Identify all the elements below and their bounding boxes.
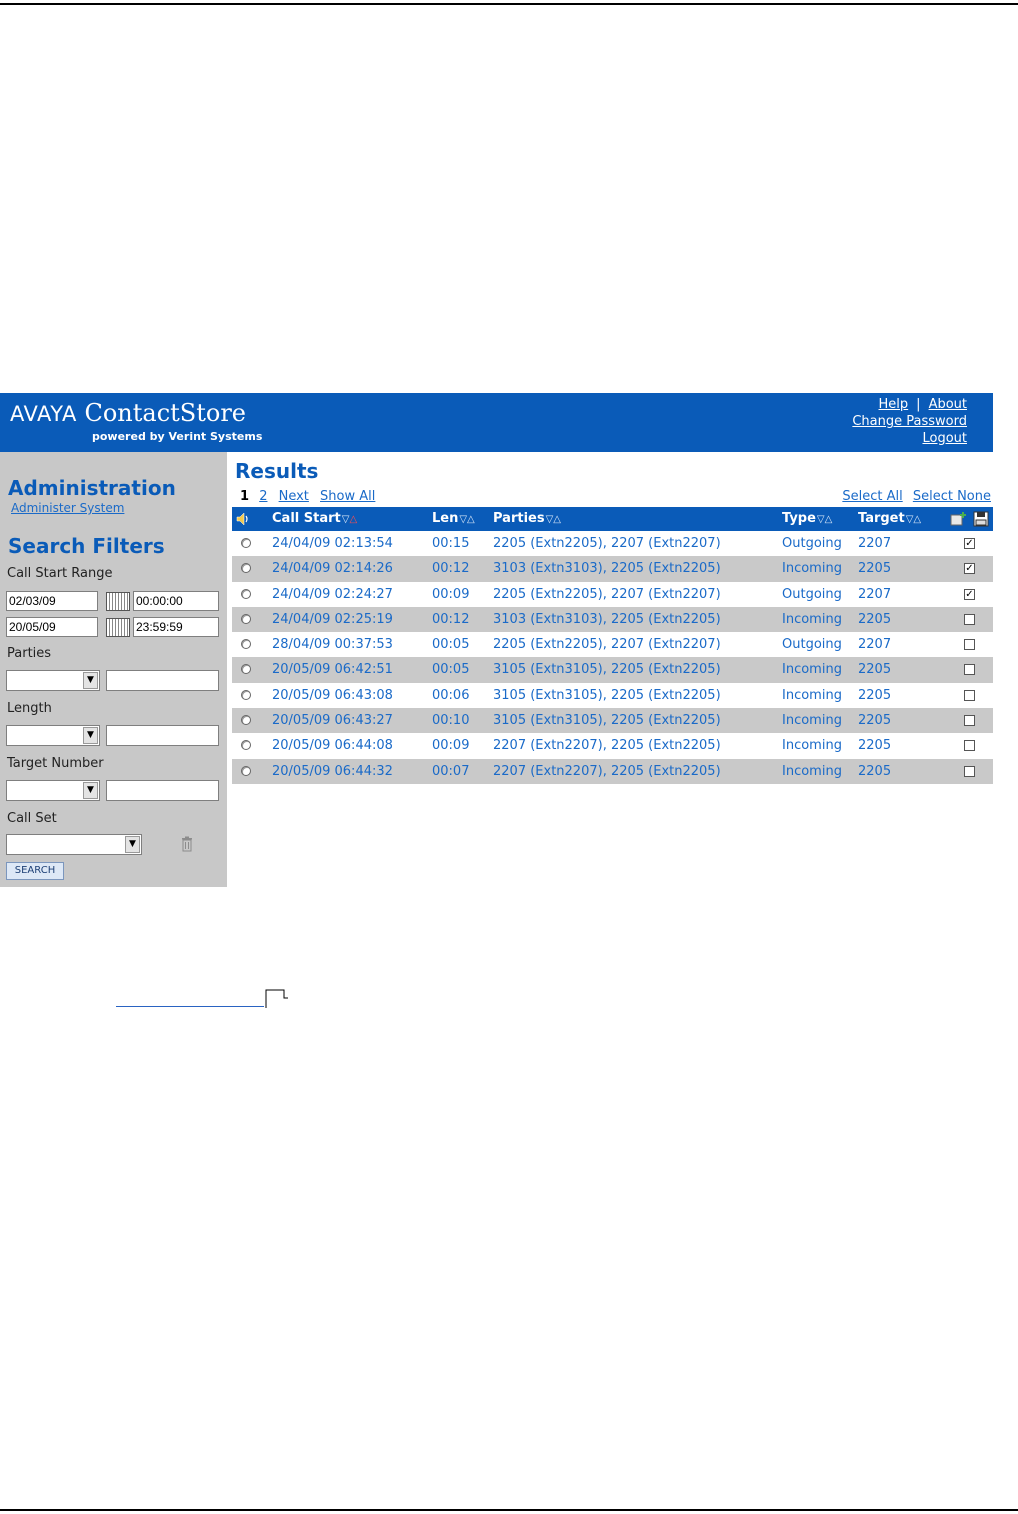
logo <box>10 399 263 443</box>
cell-len[interactable]: 00:09 <box>432 738 470 754</box>
cell-type[interactable]: Incoming <box>782 662 842 678</box>
play-radio[interactable] <box>241 639 251 649</box>
cell-len[interactable]: 00:09 <box>432 586 470 602</box>
chevron-down-icon: ▼ <box>125 836 140 853</box>
table-row[interactable] <box>232 759 993 784</box>
search-button[interactable]: SEARCH <box>6 862 64 880</box>
start-time-input[interactable] <box>133 591 219 611</box>
parties-operator-select[interactable] <box>6 670 100 691</box>
pagination <box>240 489 382 504</box>
play-radio[interactable] <box>241 690 251 700</box>
cell-type[interactable]: Incoming <box>782 713 842 729</box>
cell-len[interactable]: 00:05 <box>432 637 470 653</box>
column-call-start[interactable]: Call Start▽△ <box>272 511 358 526</box>
length-label: Length <box>7 701 52 716</box>
cell-parties[interactable]: 2207 (Extn2207), 2205 (Extn2205) <box>493 763 721 779</box>
parties-label: Parties <box>7 646 52 661</box>
change-password-link[interactable]: Change Password <box>852 414 967 429</box>
select-all-link[interactable]: Select All <box>842 489 903 504</box>
row-checkbox[interactable]: ✓ <box>965 588 974 600</box>
table-row[interactable] <box>232 632 993 657</box>
row-checkbox[interactable] <box>964 614 975 625</box>
sort-arrows-icon[interactable]: ▽△ <box>545 514 561 525</box>
cell-parties[interactable]: 2205 (Extn2205), 2207 (Extn2207) <box>493 586 721 602</box>
cell-call-start[interactable]: 24/04/09 02:24:27 <box>272 586 393 602</box>
calendar-icon[interactable] <box>106 618 130 637</box>
target-number-label: Target Number <box>7 756 104 771</box>
play-radio[interactable] <box>241 766 251 776</box>
header-actions <box>950 511 989 527</box>
table-row[interactable] <box>232 683 993 708</box>
target-number-operator-select[interactable] <box>6 780 100 801</box>
table-row[interactable] <box>232 531 993 556</box>
help-link[interactable]: Help <box>878 397 909 412</box>
sort-arrows-icon[interactable]: ▽△ <box>816 514 833 525</box>
cell-type[interactable]: Outgoing <box>782 586 842 602</box>
row-checkbox[interactable] <box>964 690 975 701</box>
table-row[interactable] <box>232 708 993 733</box>
row-checkbox[interactable] <box>964 766 975 777</box>
underline-fragment <box>116 1006 264 1007</box>
cell-target[interactable]: 2205 <box>858 662 892 678</box>
trash-icon[interactable] <box>180 836 194 852</box>
cell-type[interactable]: Outgoing <box>782 637 842 653</box>
header-links <box>852 396 967 447</box>
cell-parties[interactable]: 2205 (Extn2205), 2207 (Extn2207) <box>493 637 721 653</box>
table-row[interactable] <box>232 733 993 758</box>
play-radio[interactable] <box>241 538 251 548</box>
save-icon[interactable] <box>973 511 989 527</box>
table-row[interactable] <box>232 556 993 581</box>
results-table <box>232 507 993 784</box>
start-date-input[interactable] <box>6 591 98 611</box>
selection-links <box>836 489 991 504</box>
play-radio[interactable] <box>241 589 251 599</box>
sort-arrows-icon[interactable]: ▽△ <box>905 514 922 525</box>
cell-target[interactable]: 2207 <box>858 536 892 551</box>
play-radio[interactable] <box>241 715 251 725</box>
chevron-down-icon: ▼ <box>83 672 98 689</box>
column-len[interactable]: Len▽△ <box>432 511 475 526</box>
cell-target[interactable]: 2205 <box>858 763 892 779</box>
cell-parties[interactable]: 3103 (Extn3103), 2205 (Extn2205) <box>493 561 721 577</box>
cell-target[interactable]: 2205 <box>858 687 892 703</box>
cell-parties[interactable]: 3103 (Extn3103), 2205 (Extn2205) <box>493 611 721 627</box>
play-radio[interactable] <box>241 563 251 573</box>
cell-target[interactable]: 2205 <box>858 738 892 754</box>
page-top-rule <box>0 3 1018 5</box>
cell-target[interactable]: 2207 <box>858 637 892 653</box>
app-header <box>0 393 993 452</box>
link-separator: | <box>916 397 921 412</box>
chevron-down-icon: ▼ <box>83 727 98 744</box>
select-none-link[interactable]: Select None <box>912 489 991 504</box>
cell-len[interactable]: 00:15 <box>432 536 470 551</box>
cell-parties[interactable]: 3105 (Extn3105), 2205 (Extn2205) <box>493 662 721 678</box>
target-number-input[interactable] <box>106 780 219 801</box>
cell-len[interactable]: 00:12 <box>432 611 470 627</box>
cell-call-start[interactable]: 20/05/09 06:43:27 <box>272 713 393 729</box>
logo-product: ContactStore <box>84 399 247 427</box>
column-target[interactable]: Target▽△ <box>858 511 922 526</box>
cell-call-start[interactable]: 24/04/09 02:25:19 <box>272 611 393 627</box>
cell-target[interactable]: 2205 <box>858 611 892 627</box>
end-date-input[interactable] <box>6 617 98 637</box>
table-header <box>232 507 993 531</box>
table-body <box>232 531 993 784</box>
row-checkbox[interactable]: ✓ <box>965 563 974 575</box>
cell-parties[interactable]: 3105 (Extn3105), 2205 (Extn2205) <box>493 687 721 703</box>
corner-mark-icon <box>265 989 293 1009</box>
parties-input[interactable] <box>106 670 219 691</box>
sort-arrows-icon[interactable]: ▽△ <box>459 514 475 525</box>
column-type[interactable]: Type▽△ <box>782 511 833 526</box>
cell-type[interactable]: Incoming <box>782 738 842 754</box>
cell-type[interactable]: Incoming <box>782 763 842 779</box>
cell-len[interactable]: 00:07 <box>432 763 470 779</box>
length-operator-select[interactable] <box>6 725 100 746</box>
page-bottom-rule <box>0 1509 1018 1511</box>
cell-len[interactable]: 00:12 <box>432 561 470 577</box>
play-radio[interactable] <box>241 614 251 624</box>
logo-brand: AVAYA <box>10 402 77 426</box>
end-time-input[interactable] <box>133 617 219 637</box>
cell-call-start[interactable]: 24/04/09 02:14:26 <box>272 561 393 577</box>
sort-arrows-icon[interactable]: ▽△ <box>341 514 358 525</box>
administration-heading: Administration <box>8 476 176 500</box>
play-radio[interactable] <box>241 664 251 674</box>
administer-system-link[interactable]: Administer System <box>11 501 125 515</box>
cell-parties[interactable]: 2205 (Extn2205), 2207 (Extn2207) <box>493 536 721 551</box>
table-row[interactable] <box>232 657 993 682</box>
search-filters-heading: Search Filters <box>8 534 165 558</box>
cell-call-start[interactable]: 20/05/09 06:43:08 <box>272 687 393 703</box>
row-checkbox[interactable] <box>964 715 975 726</box>
cell-call-start[interactable]: 20/05/09 06:44:08 <box>272 738 393 754</box>
play-radio[interactable] <box>241 740 251 750</box>
column-parties[interactable]: Parties▽△ <box>493 511 561 526</box>
table-row[interactable] <box>232 582 993 607</box>
cell-type[interactable]: Incoming <box>782 687 842 703</box>
speaker-icon[interactable] <box>236 512 250 526</box>
cell-len[interactable]: 00:05 <box>432 662 470 678</box>
row-checkbox[interactable] <box>964 639 975 650</box>
add-to-call-set-icon[interactable] <box>950 511 968 527</box>
cell-call-start[interactable]: 20/05/09 06:44:32 <box>272 763 393 779</box>
cell-target[interactable]: 2205 <box>858 713 892 729</box>
cell-call-start[interactable]: 24/04/09 02:13:54 <box>272 536 393 551</box>
cell-type[interactable]: Incoming <box>782 561 842 577</box>
cell-type[interactable]: Outgoing <box>782 536 842 551</box>
cell-parties[interactable]: 3105 (Extn3105), 2205 (Extn2205) <box>493 713 721 729</box>
table-row[interactable] <box>232 607 993 632</box>
length-input[interactable] <box>106 725 219 746</box>
cell-call-start[interactable]: 28/04/09 00:37:53 <box>272 637 393 653</box>
logo-subtitle: powered by Verint Systems <box>92 430 263 443</box>
about-link[interactable]: About <box>928 397 967 412</box>
call-start-range-label: Call Start Range <box>7 566 113 581</box>
next-page-link[interactable]: Next <box>278 489 309 504</box>
cell-len[interactable]: 00:06 <box>432 687 470 703</box>
page-2-link[interactable]: 2 <box>259 489 268 504</box>
results-heading: Results <box>235 459 319 483</box>
cell-parties[interactable]: 2207 (Extn2207), 2205 (Extn2205) <box>493 738 721 754</box>
current-page: 1 <box>240 489 250 504</box>
row-checkbox[interactable]: ✓ <box>965 538 974 549</box>
row-checkbox[interactable] <box>964 664 975 675</box>
chevron-down-icon: ▼ <box>83 782 98 799</box>
cell-call-start[interactable]: 20/05/09 06:42:51 <box>272 662 393 678</box>
cell-type[interactable]: Incoming <box>782 611 842 627</box>
calendar-icon[interactable] <box>106 592 130 611</box>
show-all-link[interactable]: Show All <box>320 489 376 504</box>
call-set-select[interactable] <box>6 834 142 855</box>
cell-target[interactable]: 2205 <box>858 561 892 577</box>
call-set-label: Call Set <box>7 811 57 826</box>
logout-link[interactable]: Logout <box>922 431 967 446</box>
cell-target[interactable]: 2207 <box>858 586 892 602</box>
row-checkbox[interactable] <box>964 740 975 751</box>
cell-len[interactable]: 00:10 <box>432 713 470 729</box>
